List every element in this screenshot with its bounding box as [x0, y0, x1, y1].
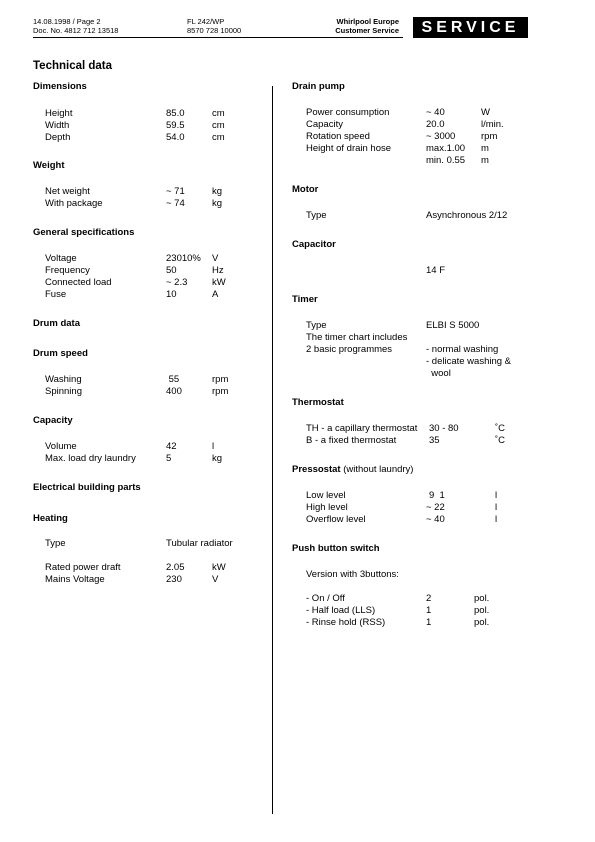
capacitor-heading: Capacitor: [292, 239, 336, 250]
heating-type-label: Type: [45, 538, 66, 549]
general-voltage-label: Voltage: [45, 253, 77, 264]
weight-package-unit: kg: [212, 198, 223, 209]
pressostat-overflow-unit: l: [495, 514, 498, 525]
header-model: FL 242/WP: [187, 17, 225, 26]
pressostat-overflow-value: ~ 40: [426, 514, 445, 525]
timer-programme-normal: - normal washing: [426, 344, 499, 355]
general-frequency-unit: Hz: [212, 265, 224, 276]
drain-pump-power-label: Power consumption: [306, 107, 390, 118]
timer-heading: Timer: [292, 294, 318, 305]
drain-pump-heading: Drain pump: [292, 81, 345, 92]
general-voltage-value: 23010%: [166, 253, 201, 264]
pressostat-high-unit: l: [495, 502, 498, 513]
timer-chart-text: The timer chart includes: [306, 332, 408, 343]
header-company: Whirlpool Europe: [336, 17, 399, 26]
drain-pump-rotation-value: ~ 3000: [426, 131, 456, 142]
pressostat-title-note: (without laundry): [343, 464, 414, 475]
timer-type-value: ELBI S 5000: [426, 320, 480, 331]
dimensions-heading: Dimensions: [33, 81, 87, 92]
drum-speed-washing-value: 55: [166, 374, 180, 385]
general-specifications-heading: General specifications: [33, 227, 135, 238]
weight-heading: Weight: [33, 160, 65, 171]
drum-speed-washing-unit: rpm: [212, 374, 229, 385]
thermostat-capillary-label: TH - a capillary thermostat: [306, 423, 418, 434]
motor-type-value: Asynchronous 2/12: [426, 210, 508, 221]
drain-pump-hose-max-value: max.1.00: [426, 143, 466, 154]
weight-net-unit: kg: [212, 186, 223, 197]
push-button-rinsehold-label: - Rinse hold (RSS): [306, 617, 386, 628]
pressostat-low-value: 9 1: [429, 490, 445, 501]
capacity-volume-label: Volume: [45, 441, 77, 452]
heating-voltage-value: 230: [166, 574, 182, 585]
general-fuse-label: Fuse: [45, 289, 67, 300]
drain-pump-rotation-unit: rpm: [481, 131, 498, 142]
dimensions-height-value: 85.0: [166, 108, 185, 119]
capacitor-value: 14 F: [426, 265, 446, 276]
header-department: Customer Service: [335, 26, 399, 35]
drum-speed-washing-label: Washing: [45, 374, 82, 385]
pressostat-low-unit: l: [495, 490, 498, 501]
push-button-onoff-unit: pol.: [474, 593, 490, 604]
drain-pump-capacity-label: Capacity: [306, 119, 343, 130]
general-load-value: ~ 2.3: [166, 277, 188, 288]
capacity-maxload-label: Max. load dry laundry: [45, 453, 136, 464]
thermostat-capillary-value: 30 - 80: [429, 423, 459, 434]
general-frequency-label: Frequency: [45, 265, 90, 276]
thermostat-capillary-unit: ˚C: [495, 423, 506, 434]
push-button-onoff-label: - On / Off: [306, 593, 345, 604]
capacity-heading: Capacity: [33, 415, 73, 426]
header-right: [335, 17, 399, 35]
dimensions-depth-value: 54.0: [166, 132, 185, 143]
thermostat-fixed-unit: ˚C: [495, 435, 506, 446]
header-left: [33, 17, 118, 35]
general-fuse-value: 10: [166, 289, 177, 300]
push-button-halfload-unit: pol.: [474, 605, 490, 616]
drain-pump-hose-max-unit: m: [481, 143, 489, 154]
service-badge: SERVICE: [413, 17, 528, 38]
electrical-parts-heading: Electrical building parts: [33, 482, 141, 493]
header-doc-no: Doc. No. 4812 712 13518: [33, 26, 119, 35]
push-button-halfload-value: 1: [426, 605, 432, 616]
dimensions-depth-unit: cm: [212, 132, 225, 143]
general-voltage-unit: V: [212, 253, 219, 264]
pressostat-high-label: High level: [306, 502, 348, 513]
heating-type-value: Tubular radiator: [166, 538, 233, 549]
heating-power-value: 2.05: [166, 562, 185, 573]
pressostat-low-label: Low level: [306, 490, 346, 501]
dimensions-width-unit: cm: [212, 120, 225, 131]
header-divider: [33, 37, 403, 38]
weight-package-label: With package: [45, 198, 103, 209]
pressostat-high-value: ~ 22: [426, 502, 445, 513]
capacity-maxload-unit: kg: [212, 453, 223, 464]
dimensions-height-unit: cm: [212, 108, 225, 119]
drum-data-heading: Drum data: [33, 318, 80, 329]
thermostat-heading: Thermostat: [292, 397, 344, 408]
dimensions-depth-label: Depth: [45, 132, 71, 143]
general-load-unit: kW: [212, 277, 226, 288]
weight-net-value: ~ 71: [166, 186, 185, 197]
pressostat-overflow-label: Overflow level: [306, 514, 366, 525]
drum-speed-spinning-value: 400: [166, 386, 182, 397]
pressostat-heading: [292, 464, 413, 476]
heating-voltage-unit: V: [212, 574, 219, 585]
weight-package-value: ~ 74: [166, 198, 185, 209]
capacity-volume-value: 42: [166, 441, 177, 452]
push-button-rinsehold-value: 1: [426, 617, 432, 628]
drain-pump-rotation-label: Rotation speed: [306, 131, 370, 142]
general-fuse-unit: A: [212, 289, 219, 300]
general-frequency-value: 50: [166, 265, 177, 276]
drain-pump-power-value: ~ 40: [426, 107, 445, 118]
thermostat-fixed-value: 35: [429, 435, 440, 446]
push-button-intro: Version with 3buttons:: [306, 569, 399, 580]
timer-programme-delicate: - delicate washing &: [426, 356, 512, 367]
header-middle: [187, 17, 241, 35]
weight-net-label: Net weight: [45, 186, 90, 197]
dimensions-height-label: Height: [45, 108, 73, 119]
drain-pump-capacity-value: 20.0: [426, 119, 445, 130]
heating-voltage-label: Mains Voltage: [45, 574, 105, 585]
heating-power-label: Rated power draft: [45, 562, 121, 573]
thermostat-fixed-label: B - a fixed thermostat: [306, 435, 397, 446]
pressostat-title: Pressostat: [292, 464, 341, 475]
heating-power-unit: kW: [212, 562, 226, 573]
capacity-maxload-value: 5: [166, 453, 172, 464]
heating-heading: Heating: [33, 513, 68, 524]
push-button-rinsehold-unit: pol.: [474, 617, 490, 628]
capacity-volume-unit: l: [212, 441, 215, 452]
general-load-label: Connected load: [45, 277, 112, 288]
drain-pump-power-unit: W: [481, 107, 490, 118]
timer-programme-wool: wool: [426, 368, 451, 379]
page-title: Technical data: [33, 60, 113, 72]
motor-type-label: Type: [306, 210, 327, 221]
timer-type-label: Type: [306, 320, 327, 331]
timer-programmes-text: 2 basic programmes: [306, 344, 393, 355]
motor-heading: Motor: [292, 184, 319, 195]
drum-speed-spinning-label: Spinning: [45, 386, 82, 397]
push-button-heading: Push button switch: [292, 543, 380, 554]
drain-pump-hose-label: Height of drain hose: [306, 143, 392, 154]
header-date-page: 14.08.1998 / Page 2: [33, 17, 101, 26]
drain-pump-hose-min-value: min. 0.55: [426, 155, 466, 166]
push-button-halfload-label: - Half load (LLS): [306, 605, 376, 616]
dimensions-width-value: 59.5: [166, 120, 185, 131]
header-model-code: 8570 728 10000: [187, 26, 242, 35]
dimensions-width-label: Width: [45, 120, 70, 131]
drain-pump-capacity-unit: l/min.: [481, 119, 504, 130]
push-button-onoff-value: 2: [426, 593, 432, 604]
drum-speed-spinning-unit: rpm: [212, 386, 229, 397]
column-divider: [272, 86, 273, 814]
drain-pump-hose-min-unit: m: [481, 155, 489, 166]
drum-speed-heading: Drum speed: [33, 348, 88, 359]
